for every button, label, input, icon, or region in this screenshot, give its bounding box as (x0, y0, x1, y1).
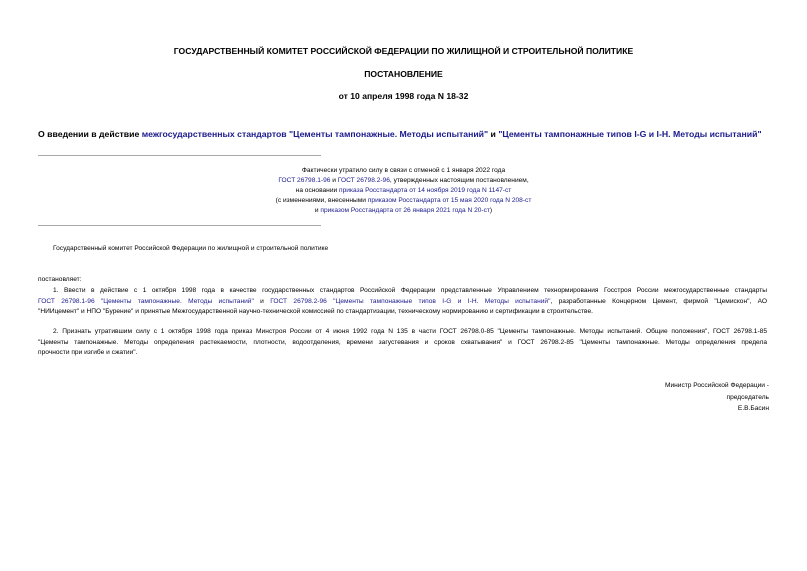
status-note-line (0, 206, 807, 216)
status-note-text: , утвержденных настоящим постановлением, (389, 177, 529, 184)
subject-middle: и (488, 129, 499, 139)
signature-block (665, 380, 769, 415)
paragraph-line: "НИИцемент" и НПО "Бурение" и принятые Межгосударственной научно-технической комиссией по стандартизации, техническому нормированию и сертификации в строительстве. (38, 308, 593, 315)
document-type-heading: ПОСТАНОВЛЕНИЕ (364, 69, 443, 79)
paragraph-line: "Цементы тампонажные. Методы определения растекаемости, плотности, водоотделения, времени загустевания и сроков схватывания" и ГОСТ 26798.2-85 "Цементы тампонажные. Методы определения предела (38, 338, 767, 346)
paragraph-text: , разработанные Концерном Цемент, фирмой "Цемискон", АО (550, 297, 767, 305)
rosstandart-order-208-link[interactable]: приказом Росстандарта от 15 мая 2020 года N 208-ст (367, 197, 532, 204)
paragraph-1 (38, 286, 767, 318)
gost-26798-2-96-link[interactable]: ГОСТ 26798.2-96 (337, 177, 390, 184)
gost-26798-2-96-ref-link[interactable]: ГОСТ 26798.2-96 "Цементы тампонажные типов I-G и I-H. Методы испытаний" (270, 297, 551, 305)
paragraph-line (38, 297, 767, 308)
signatory-name: Е.В.Басин (737, 405, 769, 412)
paragraph-text: и (253, 297, 271, 305)
date-number-heading: от 10 апреля 1998 года N 18-32 (338, 91, 469, 101)
status-note-line (0, 196, 807, 206)
status-note (0, 166, 807, 216)
subject-prefix: О введении в действие (38, 129, 142, 139)
rosstandart-order-20-link[interactable]: приказом Росстандарта от 26 января 2021 года N 20-ст (320, 207, 490, 214)
rosstandart-order-1147-link[interactable]: приказа Росстандарта от 14 ноября 2019 года N 1147-ст (339, 187, 512, 194)
status-note-line (0, 176, 807, 186)
resolves-word: постановляет: (38, 276, 82, 283)
paragraph-2 (38, 327, 767, 359)
gost-26798-1-96-link[interactable]: ГОСТ 26798.1-96 (278, 177, 331, 184)
signatory-role: председатель (726, 393, 769, 401)
document-subject (38, 129, 778, 139)
gost-26798-1-96-ref-link[interactable]: ГОСТ 26798.1-96 "Цементы тампонажные. Методы испытаний" (38, 297, 254, 305)
subject-link-standards-types[interactable]: "Цементы тампонажные типов I-G и I-H. Методы испытаний" (498, 129, 762, 139)
status-note-text: и (330, 177, 338, 184)
status-note-text: ) (489, 207, 493, 214)
status-note-text: и (314, 207, 321, 214)
signatory-title: Министр Российской Федерации - (664, 382, 769, 389)
paragraph-line: прочности при изгибе и сжатии". (38, 349, 138, 356)
paragraph-line: 1. Ввести в действие с 1 октября 1998 года в качестве государственных стандартов Российской Федерации представленные Управлением технормирования Госстроя России межгосударственные стандарты (53, 287, 767, 294)
status-note-text: на основании (295, 187, 340, 194)
status-note-line (0, 186, 807, 196)
paragraph-line: 2. Признать утратившим силу с 1 октября 1998 года приказ Минстроя России от 4 июня 1992 года N 135 в части ГОСТ 26798.0-85 "Цементы тампонажные. Методы испытаний. Общие положения", ГОСТ 26798.1-85 (53, 328, 767, 335)
issuer-heading: ГОСУДАРСТВЕННЫЙ КОМИТЕТ РОССИЙСКОЙ ФЕДЕРАЦИИ ПО ЖИЛИЩНОЙ И СТРОИТЕЛЬНОЙ ПОЛИТИКЕ (173, 46, 634, 56)
status-note-line: Фактически утратило силу в связи с отменой с 1 января 2022 года (301, 167, 506, 174)
issuing-agency: Государственный комитет Российской Федерации по жилищной и строительной политике (53, 245, 329, 252)
divider-bottom (38, 225, 321, 226)
subject-link-standards[interactable]: межгосударственных стандартов "Цементы тампонажные. Методы испытаний" (141, 129, 489, 139)
divider-top (38, 155, 321, 156)
status-note-text: (с изменениями, внесенными (275, 197, 368, 204)
